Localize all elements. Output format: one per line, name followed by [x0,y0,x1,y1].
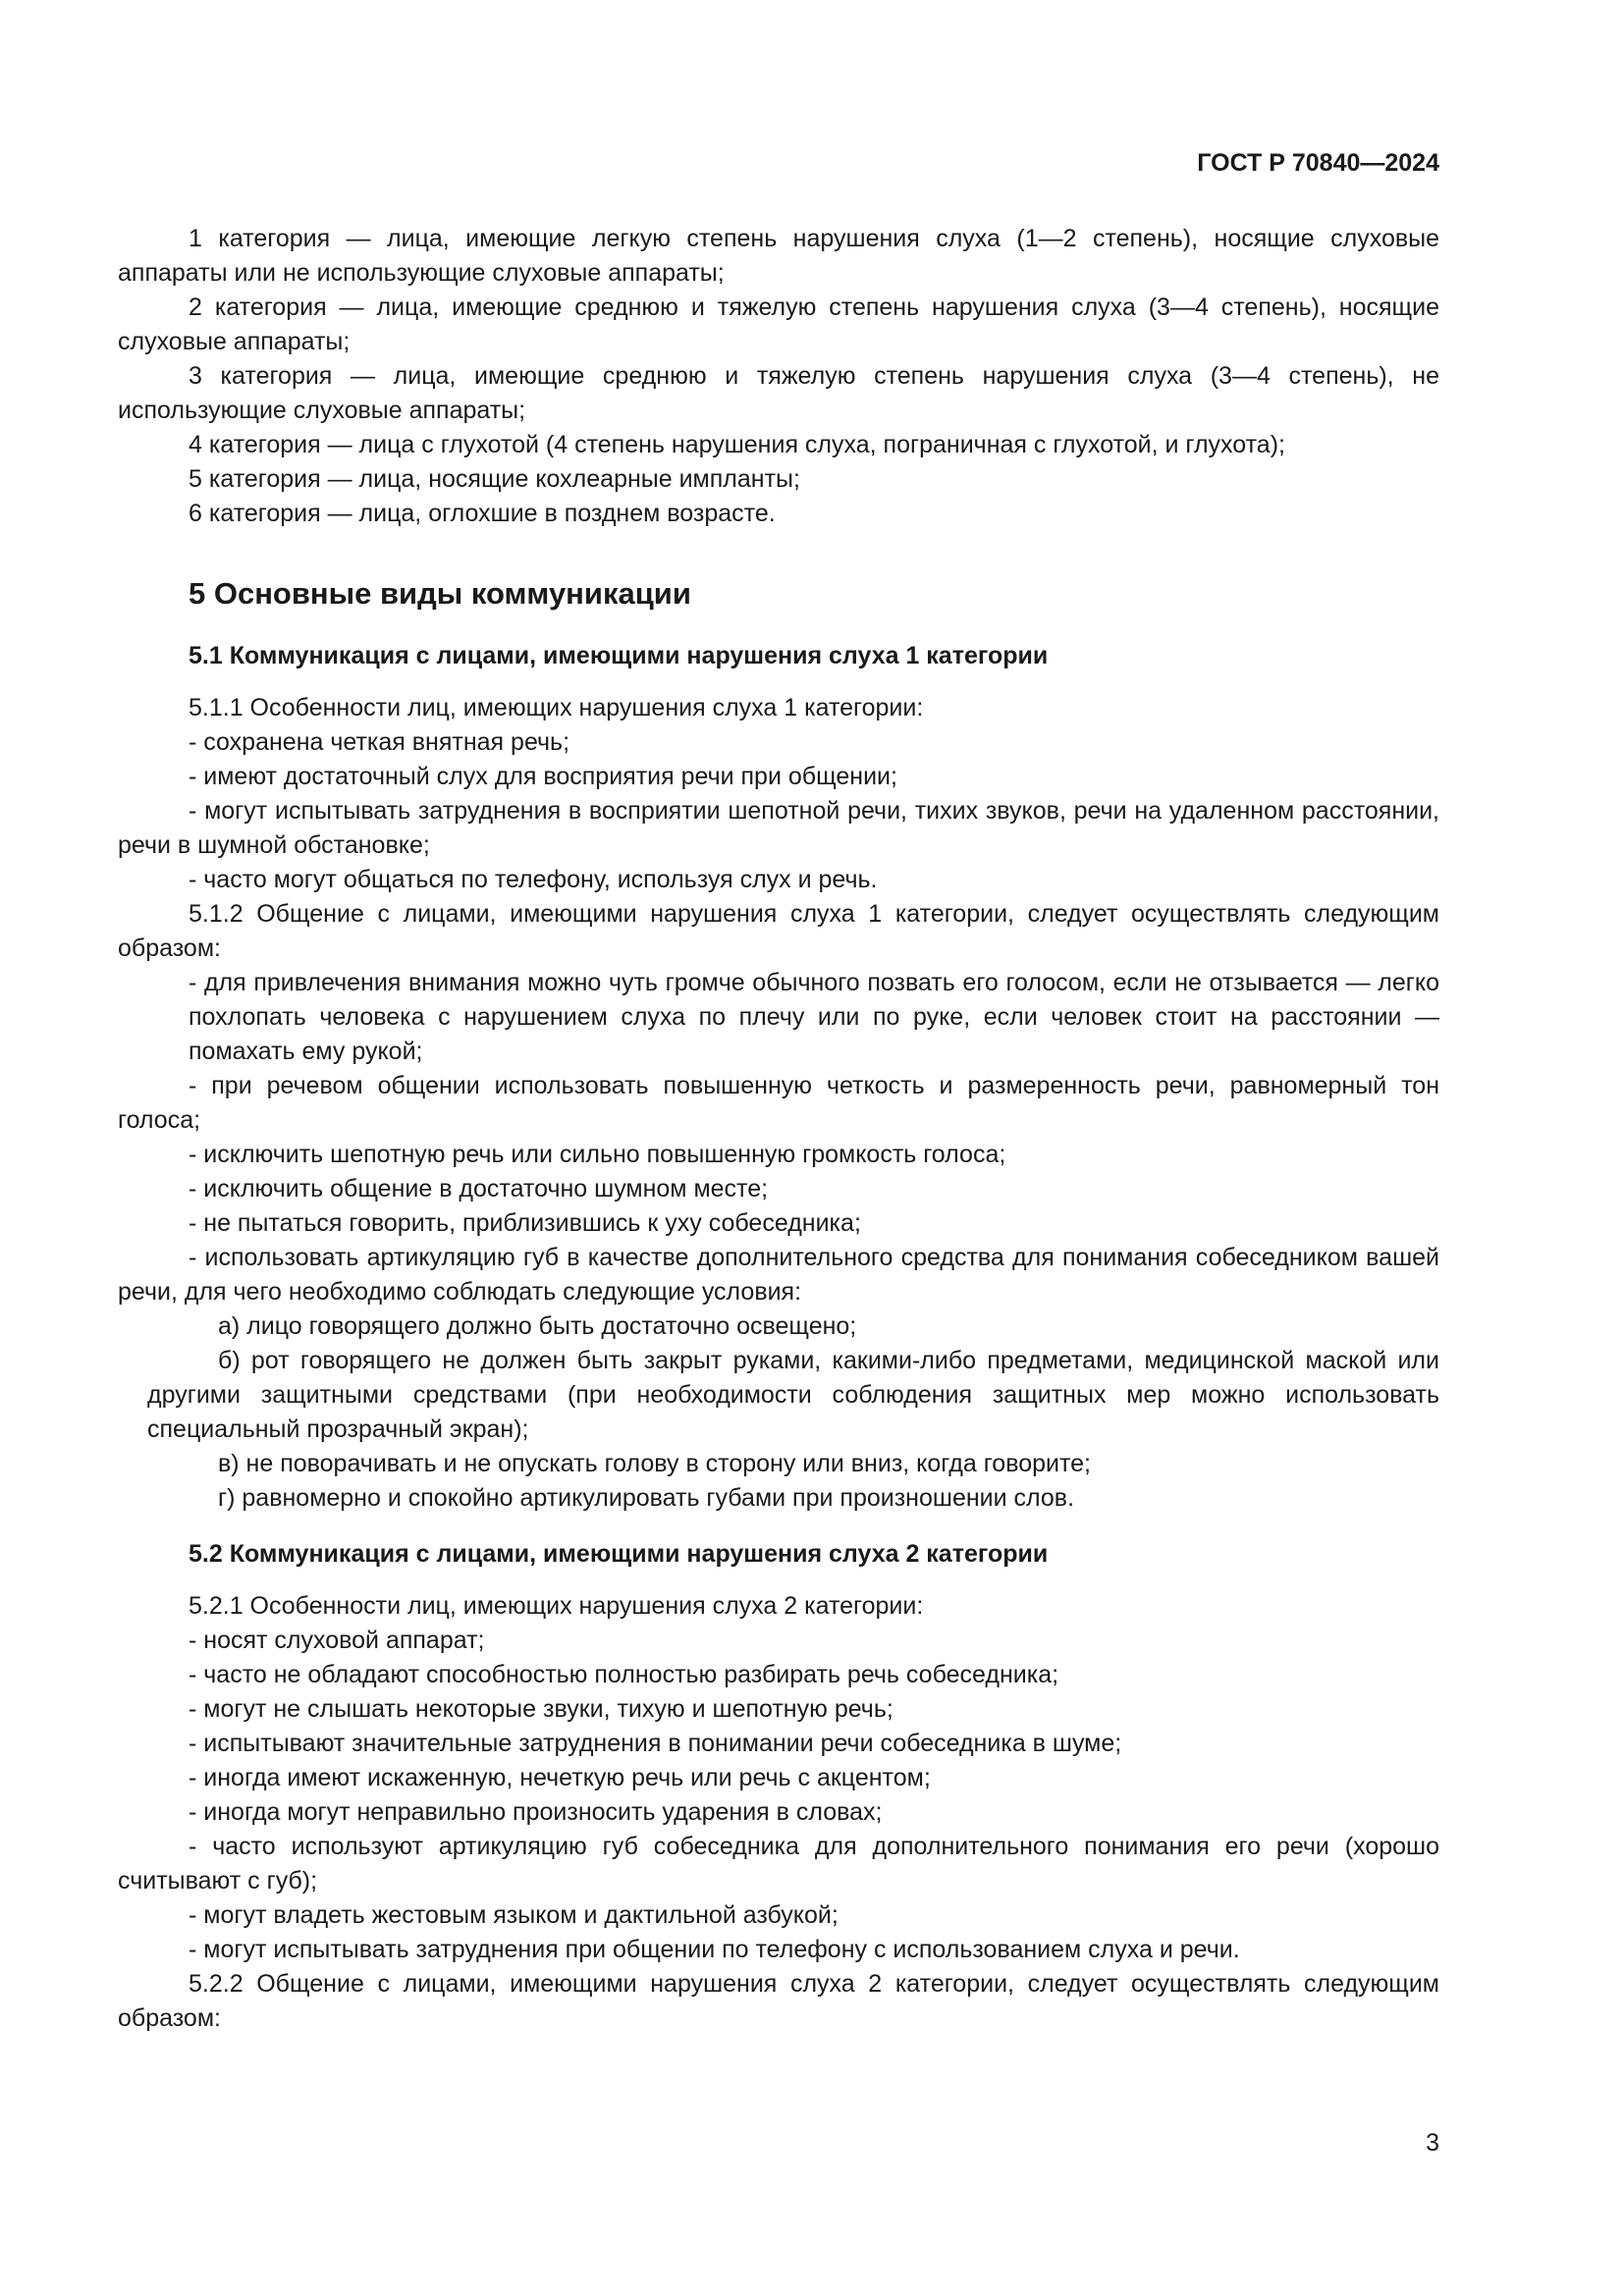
clause-5-2-1: 5.2.1 Особенности лиц, имеющих нарушения слуха 2 категории: [189,1592,924,1620]
list-item: - для привлечения внимания можно чуть громче обычного позвать его голосом, если не отзывается — легко похлопать человека с нарушением слуха по плечу или по руке, если человек стоит на расстоянии — помахать ему рукой; [189,969,1439,1065]
list-item: - могут испытывать затруднения в восприятии шепотной речи, тихих звуков, речи на удаленном расстоянии, речи в шумной обстановке; [118,797,1439,859]
clause-5-1-1: 5.1.1 Особенности лиц, имеющих нарушения слуха 1 категории: [189,694,924,721]
list-item: - иногда имеют искаженную, нечеткую речь или речь с акцентом; [189,1764,931,1791]
list-item: - могут испытывать затруднения при общении по телефону с использованием слуха и речи. [189,1936,1240,1963]
category-5: 5 категория — лица, носящие кохлеарные импланты; [189,465,800,493]
condition-b: б) рот говорящего не должен быть закрыт руками, какими-либо предметами, медицинской маской или другими защитными средствами (при необходимости соблюдения защитных мер можно использовать специальный прозрачный экран); [147,1347,1439,1443]
clause-5-2-2: 5.2.2 Общение с лицами, имеющими нарушения слуха 2 категории, следует осуществлять следующим образом: [118,1970,1439,2032]
list-item: - могут владеть жестовым языком и дактильной азбукой; [189,1901,839,1929]
list-item: - сохранена четкая внятная речь; [189,728,570,756]
clause-5-1-2: 5.1.2 Общение с лицами, имеющими нарушения слуха 1 категории, следует осуществлять следующим образом: [118,900,1439,962]
category-3: 3 категория — лица, имеющие среднюю и тяжелую степень нарушения слуха (3—4 степень), не использующие слуховые аппараты; [118,362,1439,424]
document-body [118,222,1439,2036]
list-item: - могут не слышать некоторые звуки, тихую и шепотную речь; [189,1695,893,1723]
list-item: - имеют достаточный слух для восприятия речи при общении; [189,763,897,790]
list-item: - испытывают значительные затруднения в понимании речи собеседника в шуме; [189,1730,1122,1757]
section-5-heading: 5 Основные виды коммуникации [189,576,691,611]
subsection-5-1-heading: 5.1 Коммуникация с лицами, имеющими нарушения слуха 1 категории [189,642,1049,669]
list-item: - часто могут общаться по телефону, используя слух и речь. [189,866,878,893]
category-2: 2 категория — лица, имеющие среднюю и тяжелую степень нарушения слуха (3—4 степень), носящие слуховые аппараты; [118,294,1439,355]
category-6: 6 категория — лица, оглохшие в позднем возрасте. [189,500,776,527]
list-item: - исключить шепотную речь или сильно повышенную громкость голоса; [189,1141,1006,1168]
hearing-categories-list [118,222,1439,531]
document-code-header: ГОСТ Р 70840—2024 [1197,149,1439,177]
list-item: - носят слуховой аппарат; [189,1627,485,1654]
subsection-5-2-heading: 5.2 Коммуникация с лицами, имеющими нарушения слуха 2 категории [189,1540,1049,1568]
list-item: - исключить общение в достаточно шумном месте; [189,1175,769,1202]
list-item: - иногда могут неправильно произносить ударения в словах; [189,1798,883,1826]
condition-a: а) лицо говорящего должно быть достаточно освещено; [218,1312,857,1340]
list-item: - часто не обладают способностью полностью разбирать речь собеседника; [189,1661,1059,1688]
list-item: - при речевом общении использовать повышенную четкость и размеренность речи, равномерный тон голоса; [118,1072,1439,1134]
page-number: 3 [1426,2129,1439,2157]
category-1: 1 категория — лица, имеющие легкую степень нарушения слуха (1—2 степень), носящие слуховые аппараты или не использующие слуховые аппараты; [118,225,1439,287]
list-item: - часто используют артикуляцию губ собеседника для дополнительного понимания его речи (хорошо считывают с губ); [118,1833,1439,1895]
condition-g: г) равномерно и спокойно артикулировать губами при произношении слов. [218,1484,1075,1512]
condition-v: в) не поворачивать и не опускать голову в сторону или вниз, когда говорите; [218,1450,1091,1477]
list-item: - использовать артикуляцию губ в качестве дополнительного средства для понимания собеседником вашей речи, для чего необходимо соблюдать следующие условия: [118,1244,1439,1306]
category-4: 4 категория — лица с глухотой (4 степень нарушения слуха, пограничная с глухотой, и глухота); [189,431,1285,458]
list-item: - не пытаться говорить, приблизившись к уху собеседника; [189,1209,861,1237]
